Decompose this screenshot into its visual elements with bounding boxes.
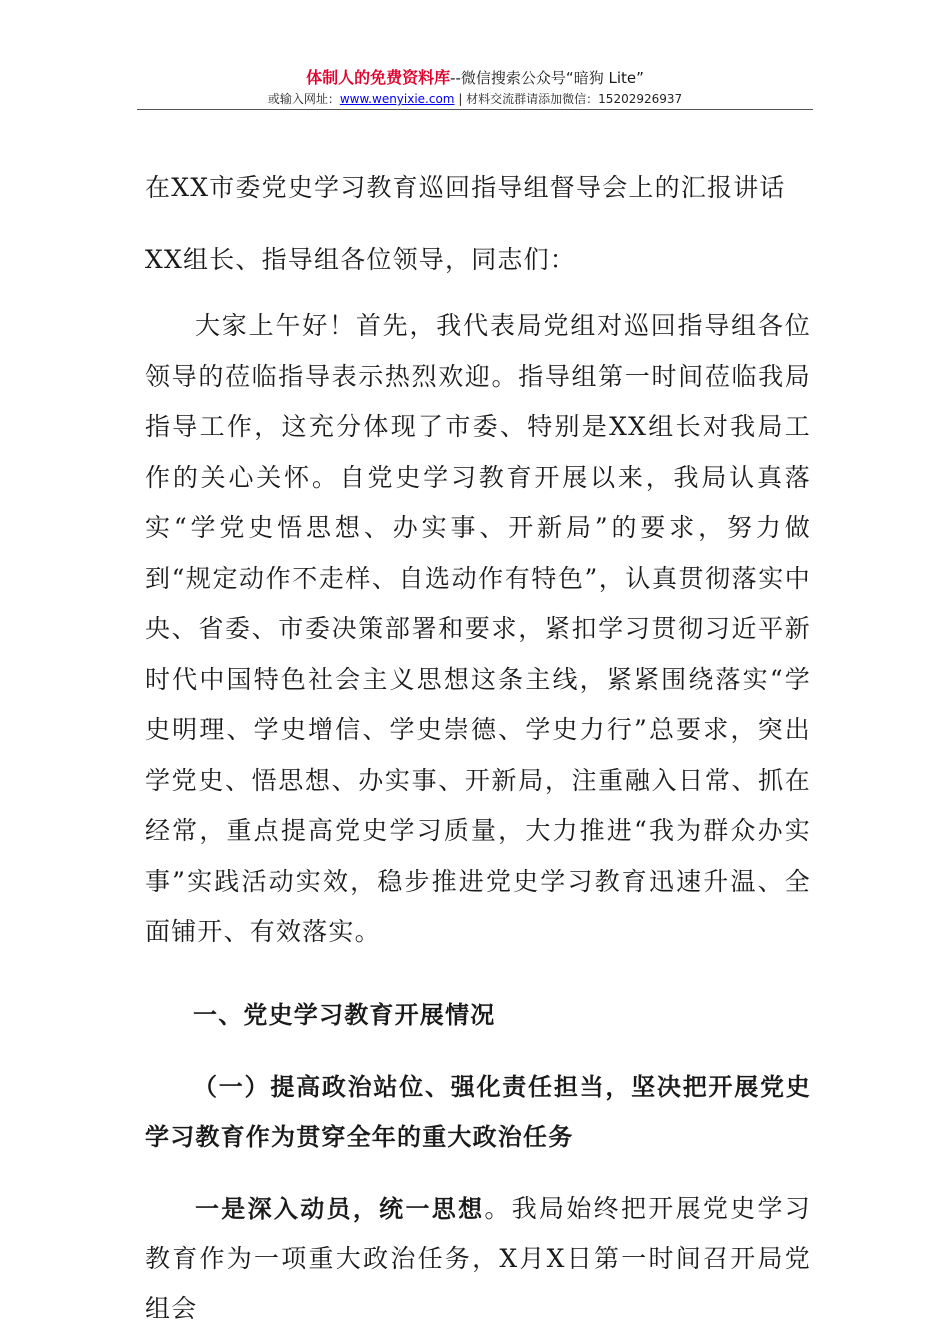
document-title: 在XX市委党史学习教育巡回指导组督导会上的汇报讲话 (145, 173, 786, 202)
header-line-2 (0, 90, 950, 108)
point-lead: 一是深入动员，统一思想 (195, 1194, 485, 1223)
point-paragraph (145, 1184, 811, 1334)
point-text: 。我局始终把开展党史学习教育作为一项重大政治任务，X月X日第一时间召开局党组会 (145, 1193, 812, 1323)
header-divider (137, 109, 813, 110)
header-brand: 体制人的免费资料库 (306, 68, 451, 87)
header-tagline: --微信搜索公众号“暗狗 Lite” (450, 69, 644, 87)
document-body (145, 163, 811, 1334)
website-link[interactable]: www.wenyixie.com (339, 92, 455, 106)
header-url-prefix: 或输入网址： (267, 92, 340, 106)
intro-paragraph: 大家上午好！首先，我代表局党组对巡回指导组各位领导的莅临指导表示热烈欢迎。指导组第一时间莅临我局指导工作，这充分体现了市委、特别是XX组长对我局工作的关心关怀。自党史学习教育开展以来，我局认真落实“学党史悟思想、办实事、开新局”的要求，努力做到“规定动作不走样、自选动作有特色”，认真贯彻落实中央、省委、市委决策部署和要求，紧扣学习贯彻习近平新时代中国特色社会主义思想这条主线，紧紧围绕落实“学史明理、学史增信、学史崇德、学史力行”总要求，突出学党史、悟思想、办实事、开新局，注重融入日常、抓在经常，重点提高党史学习质量，大力推进“我为群众办实事”实践活动实效，稳步推进党史学习教育迅速升温、全面铺开、有效落实。 (145, 311, 811, 946)
subsection-heading: （一）提高政治站位、强化责任担当，坚决把开展党史学习教育作为贯穿全年的重大政治任务 (145, 1072, 811, 1151)
page-header (0, 68, 950, 108)
header-line-1 (0, 68, 950, 88)
section-heading: 一、党史学习教育开展情况 (193, 1000, 496, 1029)
header-contact: | 材料交流群请添加微信：15202926937 (454, 92, 683, 106)
salutation: XX组长、指导组各位领导，同志们： (145, 245, 576, 274)
